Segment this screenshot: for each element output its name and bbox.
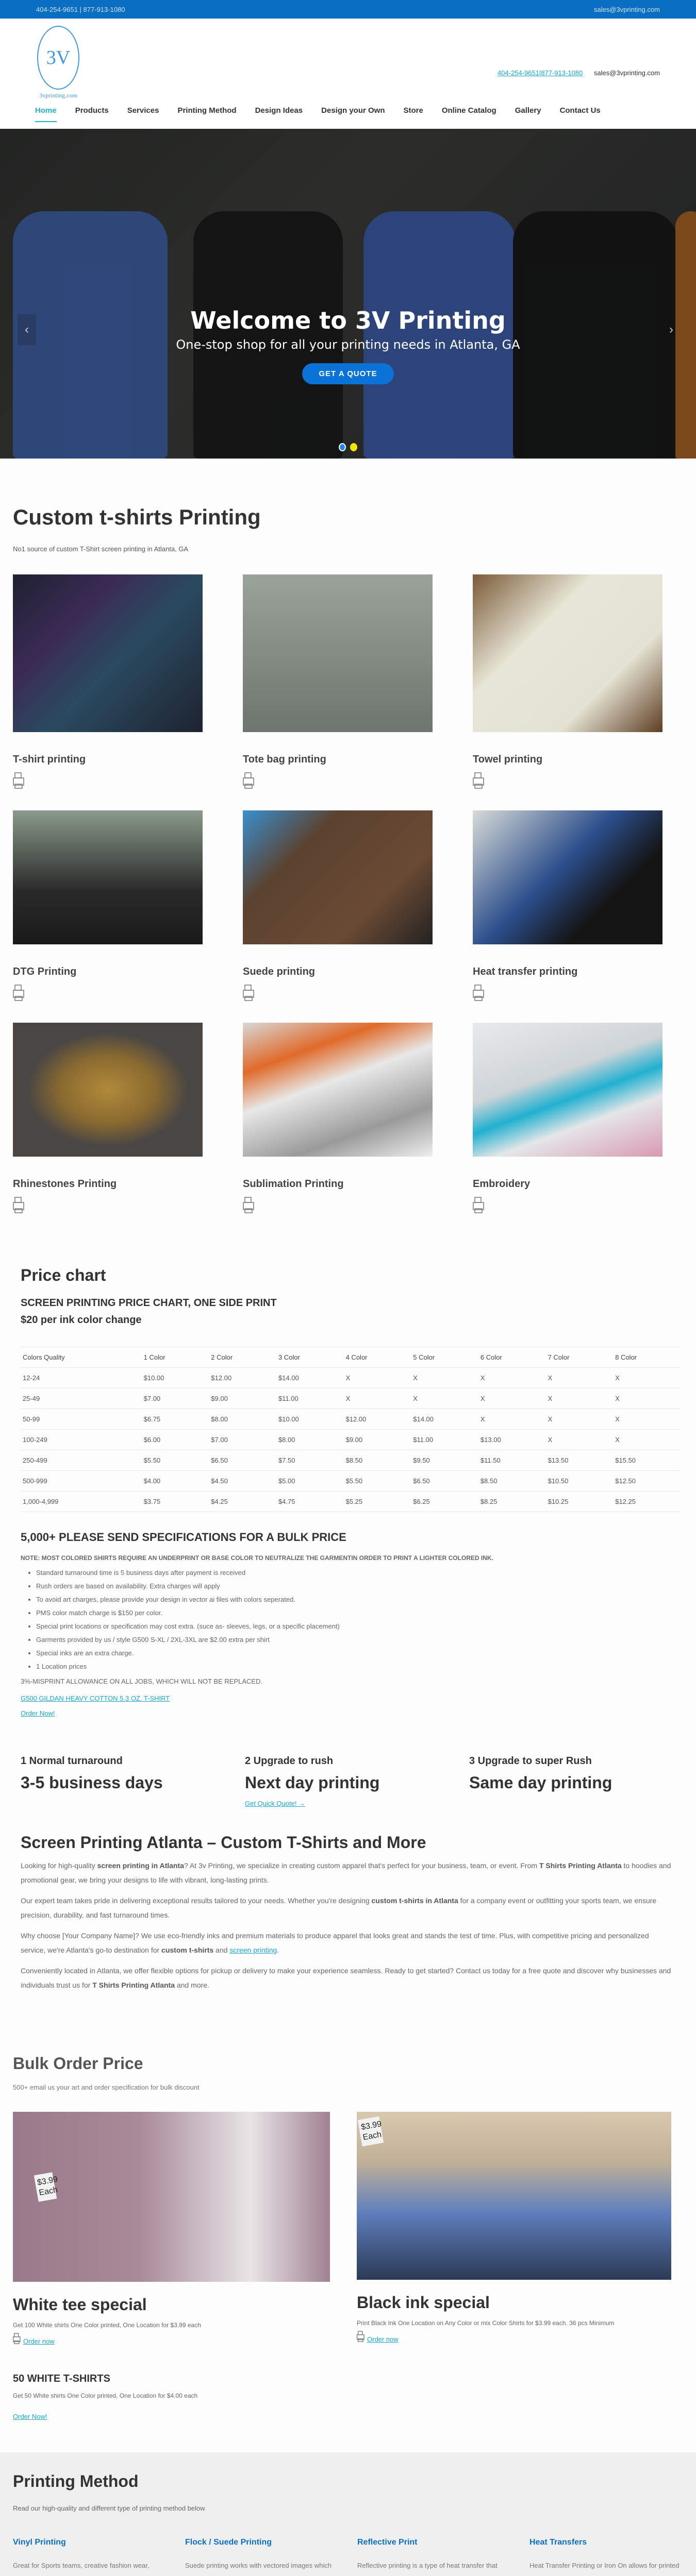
site-header [0,19,696,99]
price-cell: $9.50 [411,1450,478,1471]
special-card [13,2112,330,2345]
gildan-product-link[interactable]: G500 GILDAN HEAVY COTTON 5.3 OZ. T-SHIRT [21,1694,170,1702]
printer-icon [243,772,255,789]
header-contact [498,69,660,77]
chevron-right-icon[interactable]: › [669,323,673,336]
turnaround-value: 3-5 business days [21,1773,163,1792]
price-cell: X [344,1388,411,1409]
product-image[interactable] [473,1023,662,1157]
hero-content [0,307,696,384]
product-title[interactable]: Rhinestones Printing [13,1178,117,1190]
price-cell: X [411,1368,478,1388]
price-cell: $13.50 [546,1450,614,1471]
top-bar [0,0,696,19]
printing-methods-section [0,2452,696,2576]
turnaround-value: Next day printing [245,1773,380,1792]
price-tag: $3.99 Each [34,2172,57,2201]
spec-item: • Special print locations or specification may cost extra. (suce as- sleeves, legs, or a specific placement) [36,1622,675,1630]
column-header: 7 Color [546,1347,614,1368]
product-image[interactable] [13,810,203,944]
product-card[interactable] [13,574,203,792]
price-table-row [21,1409,681,1430]
turnaround-label: 3 Upgrade to super Rush [469,1755,592,1767]
white-50-title: 50 WHITE T-SHIRTS [13,2373,110,2384]
white-tee-image[interactable] [13,2112,330,2282]
quantity-range-cell: 100-249 [21,1430,142,1450]
column-header: 5 Color [411,1347,478,1368]
price-cell: $12.25 [613,1492,681,1512]
bulk-order-title: Bulk Order Price [13,2054,143,2073]
product-image[interactable] [473,810,662,944]
quantity-range-cell: 1,000-4,999 [21,1492,142,1512]
white-50-order-link[interactable]: Order Now! [13,2413,47,2420]
method-description: Great for Sports teams, creative fashion wear, [13,2562,150,2569]
spec-item: • To avoid art charges, please provide your design in vector ai files with colors seperated. [36,1596,675,1603]
price-cell: $8.25 [478,1492,546,1512]
special-title: Black ink special [357,2293,490,2312]
bulk-price-heading: 5,000+ PLEASE SEND SPECIFICATIONS FOR A BULK PRICE [21,1531,346,1544]
product-card[interactable] [473,810,662,1004]
price-table-row [21,1471,681,1492]
price-cell: X [546,1368,614,1388]
price-cell: $11.00 [276,1388,344,1409]
method-card [185,2538,357,2576]
product-card[interactable] [243,1023,433,1216]
product-card[interactable] [243,574,433,792]
price-cell: $7.00 [142,1388,209,1409]
price-cell: $3.75 [142,1492,209,1512]
method-card [13,2538,185,2576]
seo-section [0,1808,696,1992]
nav-gallery[interactable]: Gallery [515,106,541,115]
price-cell: X [546,1388,614,1409]
price-cell: X [478,1368,546,1388]
price-cell: $9.00 [209,1388,276,1409]
bulk-order-section [0,1992,696,2421]
column-header: 8 Color [613,1347,681,1368]
price-cell: $10.00 [142,1368,209,1388]
screen-printing-link[interactable]: screen printing [229,1946,277,1954]
price-table [21,1347,681,1512]
spec-item: • Rush orders are based on availability. Extra charges will apply [36,1582,675,1590]
hero-dots [0,443,696,454]
product-title[interactable]: Embroidery [473,1178,531,1190]
price-cell: X [546,1409,614,1430]
product-image[interactable] [243,1023,433,1157]
products-grid [0,553,696,1235]
nav-design-ideas[interactable]: Design Ideas [255,106,303,115]
spec-item: • Garments provided by us / style G500 S-XL / 2XL-3XL are $2.00 extra per shirt [36,1636,675,1643]
ink-change-fee: $20 per ink color change [21,1314,142,1326]
special-card [357,2112,671,2345]
order-now-link[interactable]: Order Now! [21,1709,55,1717]
price-cell: $14.00 [411,1409,478,1430]
price-cell: $6.75 [142,1409,209,1430]
spec-item: • Special inks are an extra charge. [36,1649,675,1657]
underprint-note: NOTE: MOST COLORED SHIRTS REQUIRE AN UNDERPRINT OR BASE COLOR TO NEUTRALIZE THE GARMENTIN ORDER TO PRINT A LIGHTER COLORED INK. [21,1554,493,1562]
price-cell: $12.50 [613,1471,681,1492]
product-title[interactable]: Tote bag printing [243,754,326,765]
product-card[interactable] [243,810,433,1004]
special-title: White tee special [13,2295,147,2314]
price-cell: $9.00 [344,1430,411,1450]
price-table-row [21,1430,681,1450]
black-ink-image[interactable] [357,2112,671,2280]
turnaround-label: 1 Normal turnaround [21,1755,123,1767]
product-title[interactable]: Sublimation Printing [243,1178,344,1190]
header-phone-2[interactable]: 877-913-1080 [541,69,583,77]
price-cell: $4.25 [209,1492,276,1512]
methods-subtitle: Read our high-quality and different type of printing method below [13,2504,205,2512]
topbar-phones[interactable]: 404-254-9651 | 877-913-1080 [36,5,125,13]
spec-item: • 1 Location prices [36,1663,675,1670]
nav-design-your-own[interactable]: Design your Own [321,106,385,115]
product-image[interactable] [243,810,433,944]
price-cell: $15.50 [613,1450,681,1471]
price-links [21,1694,675,1717]
special-description: Get 100 White shirts One Color printed, One Location for $3.99 each [13,2321,201,2329]
printer-icon [243,1196,255,1214]
order-now-link[interactable]: Order now [23,2337,55,2345]
price-cell: $4.50 [209,1471,276,1492]
seo-paragraph: Our expert team takes pride in delivering exceptional results tailored to your needs. Whether you're designing custom t-shirts in Atlanta for a company event or outfitting your sports team, we ensure precision, durability, and fast turnaround times. [21,1896,657,1919]
quantity-range-cell: 500-999 [21,1471,142,1492]
price-table-row [21,1450,681,1471]
product-title[interactable]: T-shirt printing [13,754,86,765]
topbar-email[interactable]: sales@3vprinting.com [593,5,660,13]
product-image[interactable] [473,574,662,732]
product-card[interactable] [13,1023,203,1216]
price-cell: $6.50 [209,1450,276,1471]
method-description: Suede printing works with vectored images which [185,2562,332,2569]
price-chart-section [0,1235,696,1717]
white-50-description: Get 50 White shirts One Color printed, One Location for $4.00 each [13,2392,198,2399]
methods-title: Printing Method [13,2472,139,2490]
price-cell: $14.00 [276,1368,344,1388]
logo-mark: 3V [46,47,71,69]
turnaround-label: 2 Upgrade to rush [245,1755,334,1767]
product-title[interactable]: DTG Printing [13,966,77,977]
method-title[interactable]: Flock / Suede Printing [185,2538,272,2547]
price-chart-subtitle: SCREEN PRINTING PRICE CHART, ONE SIDE PRINT [21,1297,277,1309]
price-cell: X [613,1409,681,1430]
printer-icon [13,2332,21,2345]
special-description: Print Black Ink One Location on Any Color or mix Color Shirts for $3.99 each. 36 pcs Minimum [357,2319,615,2327]
column-header: 2 Color [209,1347,276,1368]
column-header: 6 Color [478,1347,546,1368]
spec-item: • Standard turnaround time is 5 business days after payment is received [36,1569,675,1577]
price-cell: X [613,1430,681,1450]
special-order [13,2332,330,2345]
seo-paragraph: Why choose [Your Company Name]? We use eco-friendly inks and premium materials to produce apparel that looks great and stands the test of time. Plus, with competitive pricing and personalized service, we're Atlanta's go-to destination for custom t-shirts and screen printing. [21,1931,649,1954]
order-now-link[interactable]: Order now [367,2335,399,2343]
turnaround-option [469,1755,675,1808]
printer-icon [13,772,25,789]
product-image[interactable] [13,574,203,732]
printer-icon [473,1196,485,1214]
nav-home[interactable]: Home [35,106,57,119]
misprint-allowance: 3%-MISPRINT ALLOWANCE ON ALL JOBS, WHICH WILL NOT BE REPLACED. [21,1677,263,1685]
products-subtitle: No1 source of custom T-Shirt screen printing in Atlanta, GA [13,545,189,553]
nav-store[interactable]: Store [403,106,423,115]
quick-quote-link[interactable]: Get Quick Quote! → [245,1800,306,1807]
product-card[interactable] [473,574,662,792]
header-email[interactable]: sales@3vprinting.com [593,69,660,77]
seo-paragraph: Looking for high-quality screen printing in Atlanta? At 3v Printing, we specialize in creating custom apparel that's perfect for your business, team, or event. From T Shirts Printing Atlanta to hoodies and promotional gear, we bring your designs to life with vibrant, long-lasting prints. [21,1861,671,1884]
method-title[interactable]: Reflective Print [357,2538,418,2547]
method-description: Reflective printing is a type of heat transfer that [357,2562,498,2569]
turnaround-option [21,1755,245,1808]
price-cell: $6.00 [142,1430,209,1450]
printer-icon [243,984,255,1002]
printer-icon [357,2330,365,2343]
hero-overlay [0,129,696,459]
nav-products[interactable]: Products [75,106,109,115]
price-cell: X [478,1388,546,1409]
price-tag: $3.99 Each [358,2116,384,2147]
spec-item: • PMS color match charge is $150 per color. [36,1609,675,1617]
methods-grid [13,2538,683,2576]
price-cell: $11.50 [478,1450,546,1471]
bulk-order-subtitle: 500+ email us your art and order specification for bulk discount [13,2083,200,2091]
price-cell: $12.00 [209,1368,276,1388]
method-title[interactable]: Vinyl Printing [13,2538,66,2547]
method-description: Heat Transfer Printing or Iron On allows for printed [529,2562,680,2569]
price-cell: $8.00 [209,1409,276,1430]
price-cell: $11.00 [411,1430,478,1450]
turnaround-value: Same day printing [469,1773,612,1792]
quantity-range-cell: 50-99 [21,1409,142,1430]
column-header: 3 Color [276,1347,344,1368]
turnaround-section [0,1724,696,1808]
price-cell: $12.00 [344,1409,411,1430]
printer-icon [13,984,25,1002]
nav-printing-method[interactable]: Printing Method [177,106,237,115]
price-cell: $6.50 [411,1471,478,1492]
price-cell: $8.00 [276,1430,344,1450]
hero-slider [0,129,696,459]
price-cell: $4.00 [142,1471,209,1492]
price-cell: $4.75 [276,1492,344,1512]
quantity-range-cell: 25-49 [21,1388,142,1409]
product-title[interactable]: Heat transfer printing [473,966,578,977]
price-cell: X [344,1368,411,1388]
product-title[interactable]: Suede printing [243,966,315,977]
price-cell: $6.25 [411,1492,478,1512]
turnaround-option [245,1755,469,1808]
product-image[interactable] [13,1023,203,1157]
special-order [357,2330,671,2343]
price-cell: $7.00 [209,1430,276,1450]
slide-dot-2[interactable] [350,443,357,451]
quantity-range-cell: 250-499 [21,1450,142,1471]
seo-paragraph: Conveniently located in Atlanta, we offer flexible options for pickup or delivery to make your experience seamless. Ready to get started? Contact us today for a free quote and discover why businesses and individuals trust us for T Shirts Printing Atlanta and more. [21,1967,671,1989]
price-cell: $8.50 [344,1450,411,1471]
product-card[interactable] [473,1023,662,1216]
method-title[interactable]: Heat Transfers [529,2538,587,2547]
price-cell: X [478,1409,546,1430]
nav-contact-us[interactable]: Contact Us [559,106,601,115]
product-card[interactable] [13,810,203,1004]
logo-emblem [37,26,79,90]
white-50-offer [13,2373,683,2421]
price-table-header [21,1347,681,1368]
method-card [529,2538,696,2576]
price-table-row [21,1388,681,1409]
price-cell: $7.50 [276,1450,344,1471]
price-cell: $10.00 [276,1409,344,1430]
price-cell: $10.50 [546,1471,614,1492]
printer-icon [473,984,485,1002]
hero-title: Welcome to 3V Printing [190,307,506,334]
products-section [0,459,696,1235]
nav-services[interactable]: Services [127,106,159,115]
main-nav [0,96,696,129]
price-cell: $8.50 [478,1471,546,1492]
printer-icon [473,772,485,789]
column-header: 4 Color [344,1347,411,1368]
column-header: 1 Color [142,1347,209,1368]
get-quote-button[interactable]: GET A QUOTE [302,363,393,384]
column-header: Colors Quality [21,1347,142,1368]
price-cell: X [411,1388,478,1409]
product-title[interactable]: Towel printing [473,754,543,765]
price-cell: $10.25 [546,1492,614,1512]
spec-list [21,1569,675,1670]
nav-online-catalog[interactable]: Online Catalog [441,106,496,115]
price-cell: $5.50 [344,1471,411,1492]
price-table-row [21,1368,681,1388]
phone-separator: | [539,69,541,77]
seo-title: Screen Printing Atlanta – Custom T-Shirts and More [21,1833,426,1852]
price-table-row [21,1492,681,1512]
logo-site-name: 3vprinting.com [39,92,77,99]
chevron-left-icon[interactable]: ‹ [18,314,36,345]
method-card [357,2538,529,2576]
price-chart-title: Price chart [21,1266,106,1284]
site-logo[interactable] [35,26,81,99]
price-cell: $5.25 [344,1492,411,1512]
price-cell: $5.50 [142,1450,209,1471]
header-phone-1[interactable]: 404-254-9651 [497,69,539,77]
products-title: Custom t-shirts Printing [13,505,261,529]
price-cell: X [546,1430,614,1450]
product-image[interactable] [243,574,433,732]
specials-grid [13,2112,683,2345]
quantity-range-cell: 12-24 [21,1368,142,1388]
price-cell: X [613,1368,681,1388]
price-cell: $13.00 [478,1430,546,1450]
printer-icon [13,1196,25,1214]
price-cell: X [613,1388,681,1409]
slide-dot-1[interactable] [339,443,346,451]
price-cell: $5.00 [276,1471,344,1492]
hero-subtitle: One-stop shop for all your printing needs in Atlanta, GA [176,337,520,352]
